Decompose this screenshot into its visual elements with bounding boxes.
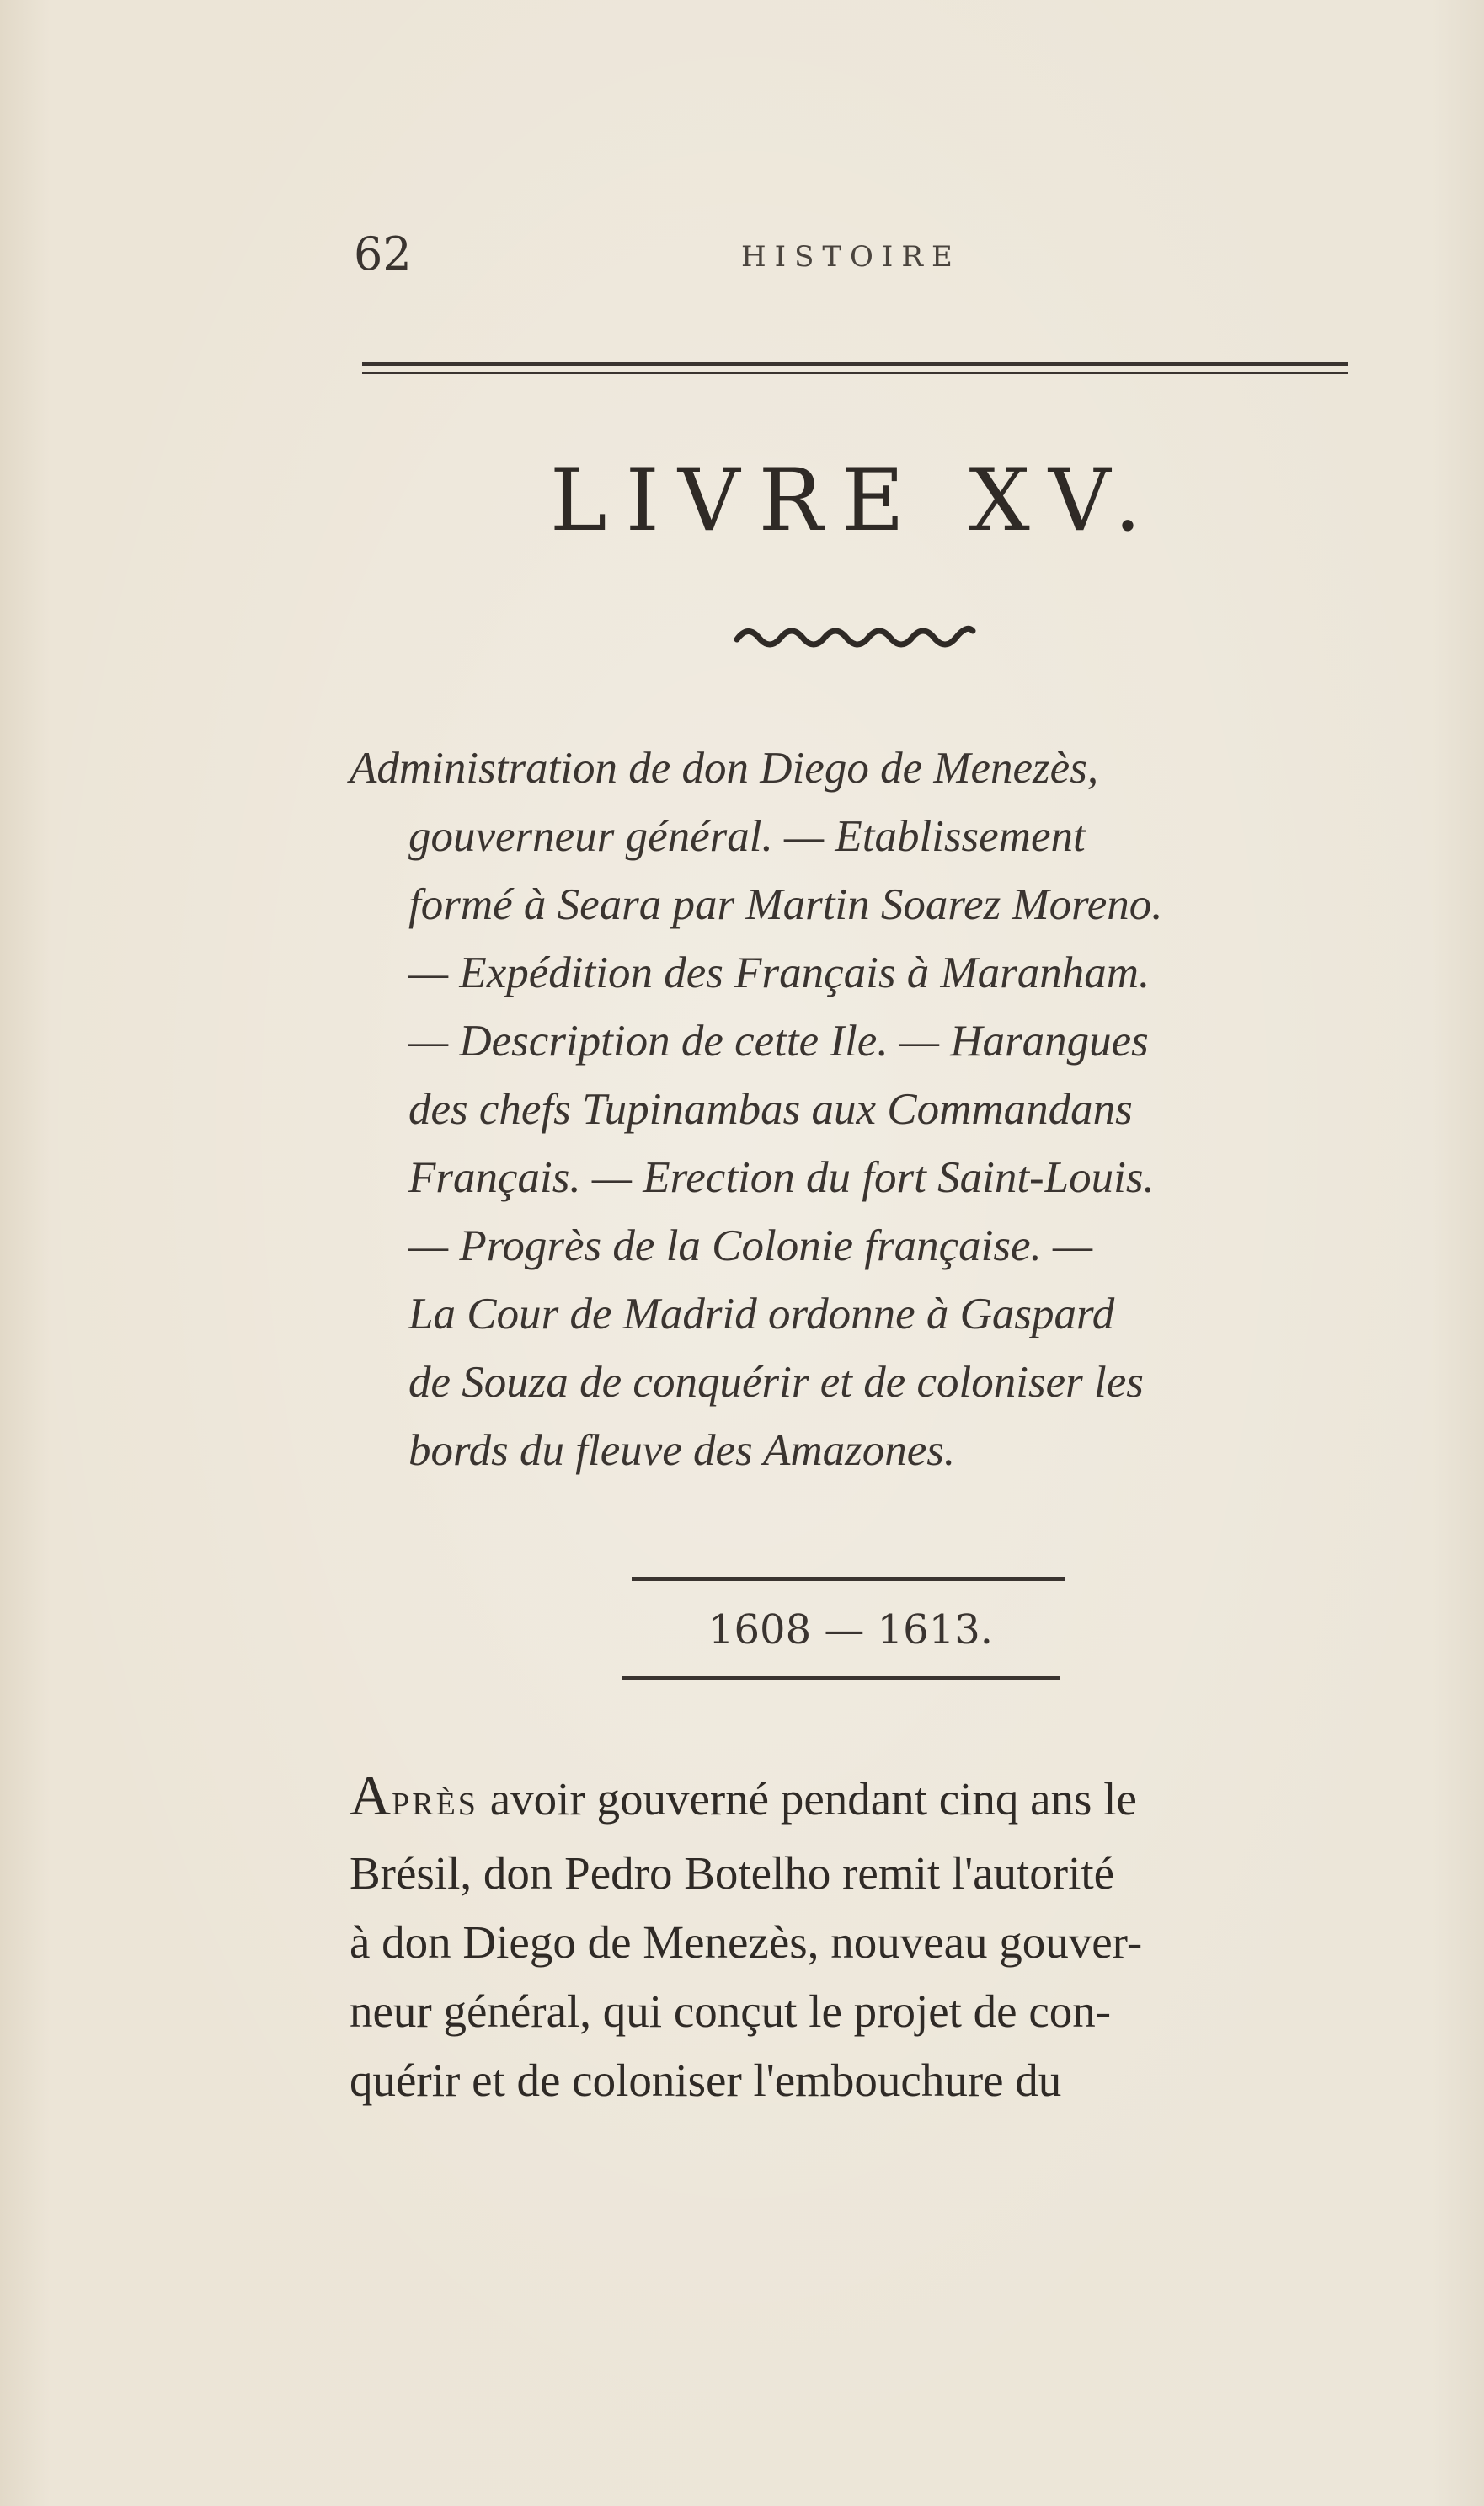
- page-header: [354, 221, 1348, 288]
- body-line: à don Diego de Menezès, nouveau gouver-: [350, 1916, 1143, 1968]
- initial-word-rest: PRÈS: [392, 1787, 478, 1822]
- summary-line: bords du fleuve des Amazones.: [408, 1426, 956, 1475]
- running-title: HISTOIRE: [741, 240, 961, 274]
- wavy-line-ornament-icon: [733, 619, 977, 649]
- summary-line: gouverneur général. — Etablissement: [408, 812, 1086, 861]
- date-range: 1608 — 1613.: [707, 1606, 994, 1654]
- body-paragraph: [350, 1761, 1352, 2115]
- dates-bottom-rule: [622, 1676, 1060, 1680]
- summary-line: La Cour de Madrid ordonne à Gaspard: [408, 1290, 1115, 1338]
- body-line: quérir et de coloniser l'embouchure du: [350, 2054, 1062, 2106]
- summary-line: — Progrès de la Colonie française. —: [408, 1221, 1093, 1270]
- page-number: 62: [354, 227, 412, 281]
- summary-line: — Description de cette Ile. — Harangues: [408, 1017, 1149, 1066]
- body-line: Brésil, don Pedro Botelho remit l'autorité: [350, 1847, 1115, 1899]
- header-double-rule: [362, 362, 1348, 374]
- body-line: neur général, qui conçut le projet de con-: [350, 1985, 1112, 2037]
- first-line-text: avoir gouverné pendant cinq ans le: [478, 1773, 1137, 1825]
- summary-line: des chefs Tupinambas aux Commandans: [408, 1085, 1133, 1134]
- initial-letter: A: [350, 1763, 392, 1827]
- dates-top-rule: [632, 1577, 1065, 1581]
- chapter-summary: [350, 735, 1360, 1485]
- summary-line: Administration de don Diego de Menezès,: [350, 744, 1099, 793]
- body-line: [350, 1761, 1352, 1839]
- summary-line: — Expédition des Français à Maranham.: [408, 948, 1150, 997]
- summary-line: formé à Seara par Martin Soarez Moreno.: [408, 880, 1163, 929]
- summary-line: Français. — Erection du fort Saint-Louis.: [408, 1153, 1155, 1202]
- summary-line: de Souza de conquérir et de coloniser les: [408, 1358, 1144, 1407]
- book-title: LIVRE XV.: [549, 451, 1161, 551]
